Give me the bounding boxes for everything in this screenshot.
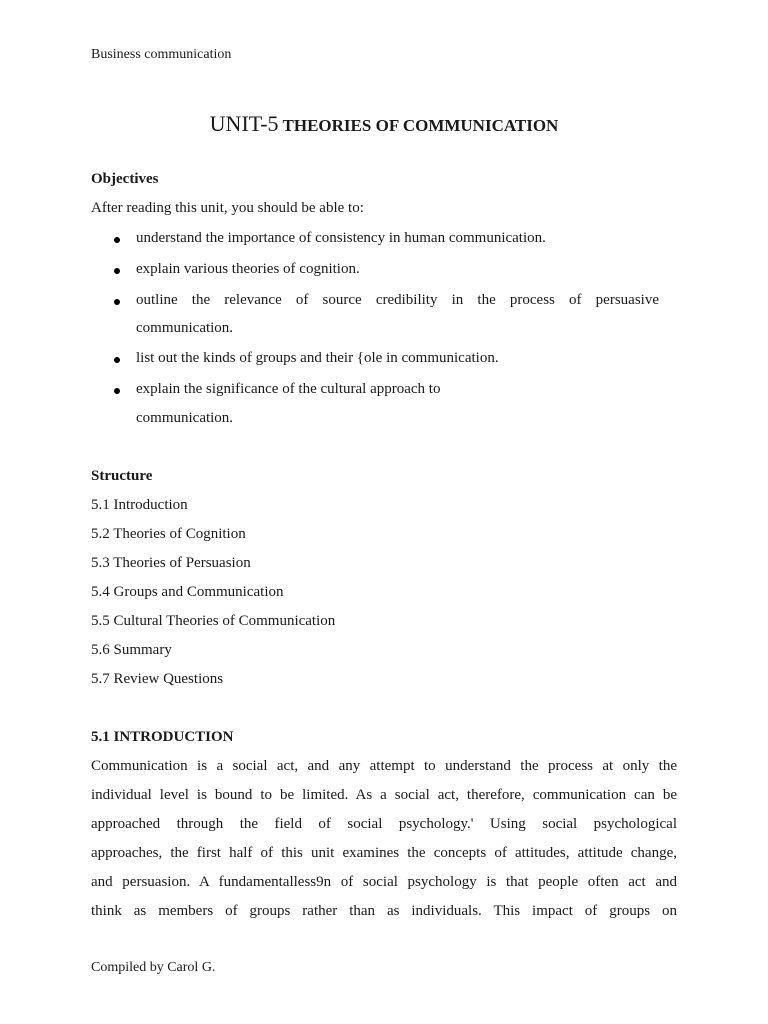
bullet-icon bbox=[114, 357, 120, 363]
objective-item-continuation: communication. bbox=[136, 320, 234, 336]
paragraph-line: approaches, the first half of this unit examines the concepts of attitudes, attitude change, bbox=[91, 845, 677, 861]
structure-heading: Structure bbox=[91, 468, 153, 484]
objective-item-continuation: communication. bbox=[136, 410, 234, 426]
structure-item: 5.3 Theories of Persuasion bbox=[91, 555, 251, 571]
bullet-icon bbox=[114, 237, 120, 243]
structure-item: 5.7 Review Questions bbox=[91, 671, 224, 687]
unit-number: UNIT-5 bbox=[209, 111, 279, 136]
page-title bbox=[0, 111, 768, 137]
bullet-icon bbox=[114, 299, 120, 305]
paragraph-line: and persuasion. A fundamentalless9n of social psychology is that people often act and bbox=[91, 874, 677, 890]
structure-item: 5.1 Introduction bbox=[91, 497, 188, 513]
objectives-intro: After reading this unit, you should be able to: bbox=[91, 200, 364, 216]
structure-item: 5.5 Cultural Theories of Communication bbox=[91, 613, 336, 629]
paragraph-line: individual level is bound to be limited. As a social act, therefore, communication can be bbox=[91, 787, 677, 803]
structure-item: 5.2 Theories of Cognition bbox=[91, 526, 246, 542]
introduction-heading: 5.1 INTRODUCTION bbox=[91, 729, 234, 745]
paragraph-line: Communication is a social act, and any attempt to understand the process at only the bbox=[91, 758, 677, 774]
structure-item: 5.4 Groups and Communication bbox=[91, 584, 284, 600]
unit-topic: THEORIES OF COMMUNICATION bbox=[282, 116, 559, 135]
objectives-heading: Objectives bbox=[91, 171, 159, 187]
page-footer: Compiled by Carol G. bbox=[91, 960, 216, 975]
objective-item: outline the relevance of source credibility in the process of persuasive bbox=[136, 292, 659, 308]
running-header: Business communication bbox=[91, 47, 232, 62]
bullet-icon bbox=[114, 388, 120, 394]
paragraph-line: approached through the field of social psychology.' Using social psychological bbox=[91, 816, 677, 832]
paragraph-line: think as members of groups rather than as individuals. This impact of groups on bbox=[91, 903, 677, 919]
objective-item: list out the kinds of groups and their {ole in communication. bbox=[136, 350, 499, 366]
objective-item: understand the importance of consistency in human communication. bbox=[136, 230, 546, 246]
structure-item: 5.6 Summary bbox=[91, 642, 172, 658]
objective-item: explain various theories of cognition. bbox=[136, 261, 360, 277]
objective-item: explain the significance of the cultural approach to bbox=[136, 381, 441, 397]
bullet-icon bbox=[114, 268, 120, 274]
